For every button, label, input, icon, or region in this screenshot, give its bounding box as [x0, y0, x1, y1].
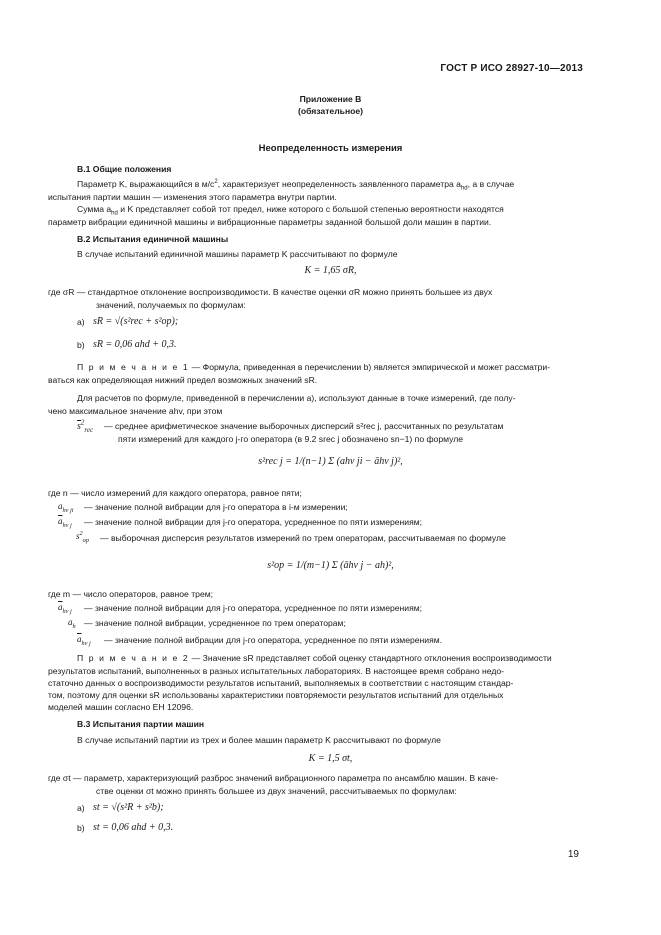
b3-heading: В.3 Испытания партии машин [77, 719, 205, 729]
s-rec-symbol: $\overline{s}^2_{rec}$ [77, 418, 94, 434]
b1-heading: В.1 Общие положения [77, 164, 172, 174]
b1-paragraph-1: Параметр K, выражающийся в $м/с^2$, характеризует неопределенность заявленного параметра $a_{hd}$, а в случае [77, 179, 515, 192]
formula-s-op: s²op = 1/(m−1) Σ (āhv j − ah)², [267, 560, 394, 571]
b2-formula-a-label: а) [77, 317, 85, 327]
a-h-symbol: $a_h$ [68, 617, 76, 630]
page-number: 19 [567, 849, 579, 860]
s-rec-definition: — среднее арифметическое значение выборочных дисперсий s²rec j, рассчитанных по результатам [104, 421, 504, 431]
b2-note-2: П р и м е ч а н и е 2 — Значение sR представляет собой оценку стандартного отклонения воспроизводимости [77, 653, 552, 663]
b3-formula-a: st = √(s²R + s²b); [93, 802, 164, 813]
b1-paragraph-2: Сумма $a_{hd}$ и K представляет собой тот предел, ниже которого с большой степенью вероятности находятся [77, 204, 504, 217]
b2-formula-k: K = 1,65 σR, [304, 265, 357, 276]
b3-where-sigma-t-cont: стве оценки σt можно принять большее из двух значений, рассчитываемых по формулам: [96, 786, 457, 796]
b2-intro: В случае испытаний единичной машины параметр K рассчитывают по формуле [77, 249, 398, 259]
b2-calc: Для расчетов по формуле, приведенной в перечислении а), используют данные в точке измерений, где полу- [77, 393, 516, 403]
b3-formula-a-label: а) [77, 803, 85, 813]
b2-note-2-line-2: результатов испытаний, выполненных в разных испытательных лабораториях. В настоящее время собрано недо- [48, 666, 504, 676]
b2-calc-cont: чено максимальное значение ahv, при этом [48, 406, 223, 416]
document-standard-header: ГОСТ Р ИСО 28927-10—2013 [440, 63, 583, 74]
b2-where-sigma-r-cont: значений, получаемых по формулам: [96, 300, 246, 310]
where-n: где n — число измерений для каждого оператора, равное пяти; [48, 488, 302, 498]
b2-note-1-cont: ваться как определяющая нижний предел возможных значений sR. [48, 375, 318, 385]
a-hv-j-bar-symbol-2: $\overline{a}_{hv j}$ [58, 602, 72, 615]
where-a-hv-j-2: — значение полной вибрации для j-го оператора, усредненное по пяти измерениям; [84, 603, 423, 613]
s-rec-definition-cont: пяти измерений для каждого j-го оператора (в 9.2 srec j обозначено sn−1) по формуле [118, 434, 464, 444]
appendix-title: Приложение В [299, 94, 362, 104]
where-a-hv-ji: — значение полной вибрации для j-го оператора в i-м измерении; [84, 502, 348, 512]
where-a-hv-j: — значение полной вибрации для j-го оператора, усредненное по пяти измерениям; [84, 517, 423, 527]
b2-heading: В.2 Испытания единичной машины [77, 234, 229, 244]
b1-paragraph-1-cont: испытания партии машин — изменения этого параметра внутри партии. [48, 192, 337, 202]
a-hv-ji-symbol: $a_{hv ji}$ [58, 501, 74, 514]
b2-note-2-line-3: статочно данных о воспроизводимости результатов испытаний, выполняемых в соответствии с настоящим стандар- [48, 678, 514, 688]
b2-note-2-line-4: том, поэтому для оценки sR использованы характеристики повторяемости результатов испытаний для отдельных [48, 690, 504, 700]
appendix-status: (обязательное) [297, 106, 364, 116]
b2-formula-b: sR = 0,06 ahd + 0,3. [93, 339, 177, 350]
b2-note-2-line-5: моделей машин согласно ЕН 12096. [48, 702, 194, 712]
b3-where-sigma-t: где σt — параметр, характеризующий разброс значений вибрационного параметра по ансамблю машин. В каче- [48, 773, 499, 783]
a-hv-j-bar-symbol-3: $\overline{a}_{hv j}$ [77, 634, 91, 647]
b2-where-sigma-r: где σR — стандартное отклонение воспроизводимости. В качестве оценки σR можно принять большее из двух [48, 287, 493, 297]
b3-formula-k: K = 1,5 σt, [308, 753, 353, 764]
b3-intro: В случае испытаний партии из трех и более машин параметр K рассчитывают по формуле [77, 735, 441, 745]
b3-formula-b-label: b) [77, 823, 85, 833]
formula-s-rec-j: s²rec j = 1/(n−1) Σ (ahv ji − āhv j)², [258, 456, 403, 467]
b1-paragraph-2-cont: параметр вибрации единичной машины и вибрационные параметры заданной большой доли машин в партии. [48, 217, 492, 227]
a-hv-j-bar-symbol: $\overline{a}_{hv j}$ [58, 516, 72, 529]
section-title: Неопределенность измерения [258, 143, 403, 154]
where-a-h: — значение полной вибрации, усредненное по трем операторам; [84, 618, 346, 628]
b2-note-1: П р и м е ч а н и е 1 — Формула, приведенная в перечислении b) является эмпирической и может рассматри- [77, 362, 551, 372]
where-a-hv-j-3: — значение полной вибрации для j-го оператора, усредненное по пяти измерениям. [104, 635, 443, 645]
b2-formula-a: sR = √(s²rec + s²op); [93, 316, 179, 327]
b2-formula-b-label: b) [77, 340, 85, 350]
where-s-op: — выборочная дисперсия результатов измерений по трем операторам, рассчитываемая по формуле [100, 533, 506, 543]
b3-formula-b: st = 0,06 ahd + 0,3. [93, 822, 174, 833]
where-m: где m — число операторов, равное трем; [48, 589, 214, 599]
s-op-symbol: $s^2_{op}$ [76, 530, 89, 544]
